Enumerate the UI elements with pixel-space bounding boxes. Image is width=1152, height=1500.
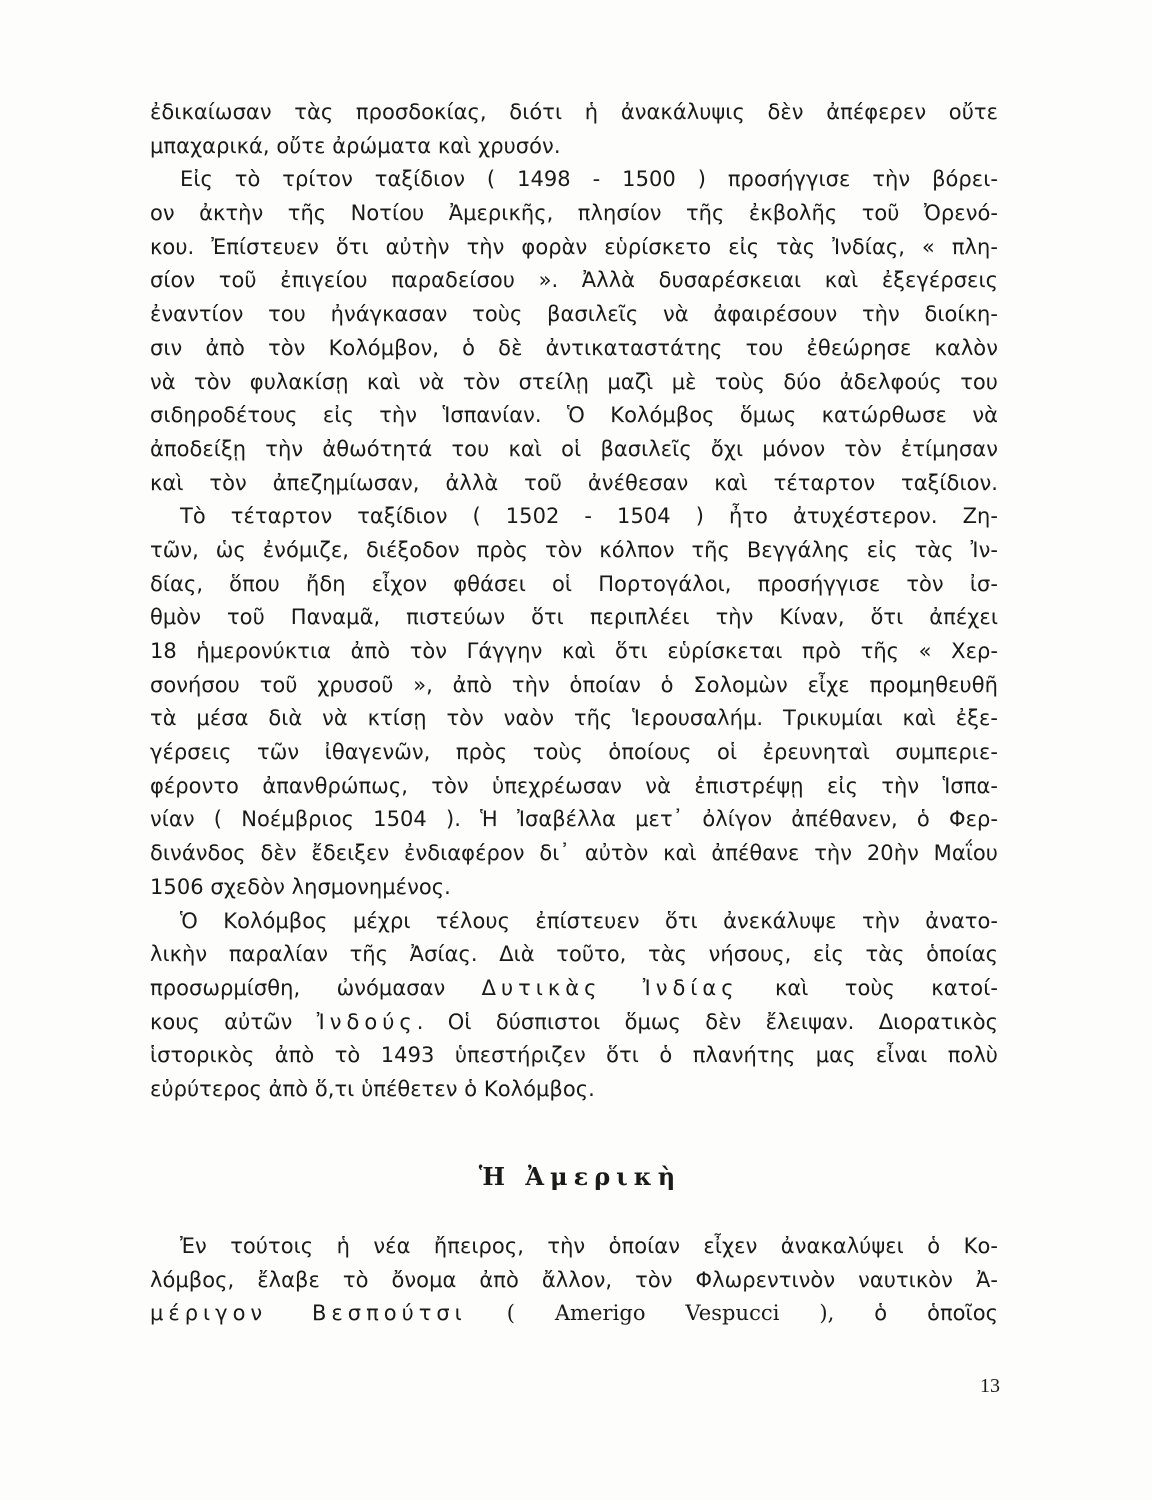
text-line: δινάνδος δὲν ἔδειξεν ἐνδιαφέρον δι᾽ αὐτὸν καὶ ἀπέθανε τὴν 20ὴν Μαΐου (150, 841, 998, 866)
body-text-block (150, 1230, 998, 1331)
body-text-block (150, 96, 998, 1107)
text-line: τῶν, ὡς ἐνόμιζε, διέξοδον πρὸς τὸν κόλπον τῆς Βεγγάλης εἰς τὰς Ἰν- (150, 537, 998, 562)
paragraph-start-line: Εἰς τὸ τρίτον ταξίδιον ( 1498 - 1500 ) προσήγγισε τὴν βόρει- (180, 167, 998, 192)
text-segment: καὶ τοὺς κατοί- (774, 975, 998, 1000)
emphasized-term: μέριγον Βεσπούτσι (150, 1301, 467, 1326)
text-line (150, 1297, 998, 1331)
page-number: 13 (980, 1375, 1000, 1397)
text-line: ἱστορικὸς ἀπὸ τὸ 1493 ὑπεστήριζεν ὅτι ὁ πλανήτης μας εἶναι πολὺ (150, 1043, 998, 1068)
text-line: ἐναντίον του ἠνάγκασαν τοὺς βασιλεῖς νὰ ἀφαιρέσουν τὴν διοίκη- (150, 302, 998, 327)
emphasized-term: Ἰνδούς (316, 1009, 417, 1034)
text-line: σιν ἀπὸ τὸν Κολόμβον, ὁ δὲ ἀντικαταστάτης του ἐθεώρησε καλὸν (150, 335, 998, 360)
text-segment: κους αὐτῶν (150, 1009, 293, 1034)
paragraph-start-line: Ἐν τούτοις ἡ νέα ἤπειρος, τὴν ὁποίαν εἶχεν ἀνακαλύψει ὁ Κο- (180, 1234, 998, 1258)
paragraph-start-line: Ὁ Κολόμβος μέχρι τέλους ἐπίστευεν ὅτι ἀνεκάλυψε τὴν ἀνατο- (180, 908, 998, 933)
text-line: μπαχαρικά, οὔτε ἀρώματα καὶ χρυσόν. (150, 133, 561, 158)
text-line: νίαν ( Νοέμβριος 1504 ). Ἡ Ἰσαβέλλα μετ᾽ ὀλίγον ἀπέθανεν, ὁ Φερ- (150, 807, 998, 832)
section-heading: Ἡ Ἀμερικὴ (478, 1162, 682, 1191)
text-line: νὰ τὸν φυλακίσῃ καὶ νὰ τὸν στείλῃ μαζὶ μὲ τοὺς δύο ἀδελφούς του (150, 369, 998, 394)
text-line: κου. Ἐπίστευεν ὅτι αὐτὴν τὴν φορὰν εὑρίσκετο εἰς τὰς Ἰνδίας, « πλη- (150, 234, 998, 259)
text-line (150, 972, 998, 1006)
text-line: σίον τοῦ ἐπιγείου παραδείσου ». Ἀλλὰ δυσαρέσκειαι καὶ ἐξεγέρσεις (150, 268, 998, 293)
text-line: σιδηροδέτους εἰς τὴν Ἱσπανίαν. Ὁ Κολόμβος ὅμως κατώρθωσε νὰ (150, 403, 998, 428)
text-segment: προσωρμίσθη, ὠνόμασαν (150, 975, 446, 1000)
text-line: 1506 σχεδὸν λησμονημένος. (150, 874, 451, 899)
text-line: γέρσεις τῶν ἰθαγενῶν, πρὸς τοὺς ὁποίους οἱ ἐρευνηταὶ συμπεριε- (150, 740, 998, 765)
text-line: εὐρύτερος ἀπὸ ὅ,τι ὑπέθετεν ὁ Κολόμβος. (150, 1076, 595, 1101)
latin-name: ( Amerigo Vespucci ), (506, 1301, 835, 1326)
paragraph-start-line: Τὸ τέταρτον ταξίδιον ( 1502 - 1504 ) ἦτο ἀτυχέστερον. Ζη- (180, 504, 998, 529)
text-line: 18 ἡμερονύκτια ἀπὸ τὸν Γάγγην καὶ ὅτι εὑρίσκεται πρὸ τῆς « Χερ- (150, 639, 998, 663)
text-line: λόμβος, ἔλαβε τὸ ὄνομα ἀπὸ ἄλλον, τὸν Φλωρεντινὸν ναυτικὸν Ἀ- (150, 1267, 998, 1292)
text-line: δίας, ὅπου ἤδη εἶχον φθάσει οἱ Πορτογάλοι, προσήγγισε τὸν ἰσ- (150, 571, 998, 596)
emphasized-term: Δυτικὰς Ἰνδίας (481, 975, 739, 1000)
text-line (150, 1006, 998, 1040)
text-line: σονήσου τοῦ χρυσοῦ », ἀπὸ τὴν ὁποίαν ὁ Σολομὼν εἶχε προμηθευθῆ (150, 672, 998, 697)
text-line: καὶ τὸν ἀπεζημίωσαν, ἀλλὰ τοῦ ἀνέθεσαν καὶ τέταρτον ταξίδιον. (150, 470, 998, 495)
text-segment: . Οἱ δύσπιστοι ὅμως δὲν ἔλειψαν. Διορατικὸς (416, 1009, 998, 1034)
text-line: ἀποδείξῃ τὴν ἀθωότητά του καὶ οἱ βασιλεῖς ὄχι μόνον τὸν ἐτίμησαν (150, 436, 998, 461)
text-line: θμὸν τοῦ Παναμᾶ, πιστεύων ὅτι περιπλέει τὴν Κίναν, ὅτι ἀπέχει (150, 605, 998, 630)
text-line: τὰ μέσα διὰ νὰ κτίσῃ τὸν ναὸν τῆς Ἱερουσαλήμ. Τρικυμίαι καὶ ἐξε- (150, 706, 998, 731)
text-line: ἐδικαίωσαν τὰς προσδοκίας, διότι ἡ ἀνακάλυψις δὲν ἀπέφερεν οὔτε (150, 100, 998, 124)
text-line: φέροντο ἀπανθρώπως, τὸν ὑπεχρέωσαν νὰ ἐπιστρέψῃ εἰς τὴν Ἱσπα- (150, 773, 998, 798)
text-line: λικὴν παραλίαν τῆς Ἀσίας. Διὰ τοῦτο, τὰς νήσους, εἰς τὰς ὁποίας (150, 942, 998, 967)
text-segment: ὁ ὁποῖος (874, 1301, 998, 1326)
text-line: ον ἀκτὴν τῆς Νοτίου Ἀμερικῆς, πλησίον τῆς ἐκβολῆς τοῦ Ὀρενό- (150, 201, 998, 226)
